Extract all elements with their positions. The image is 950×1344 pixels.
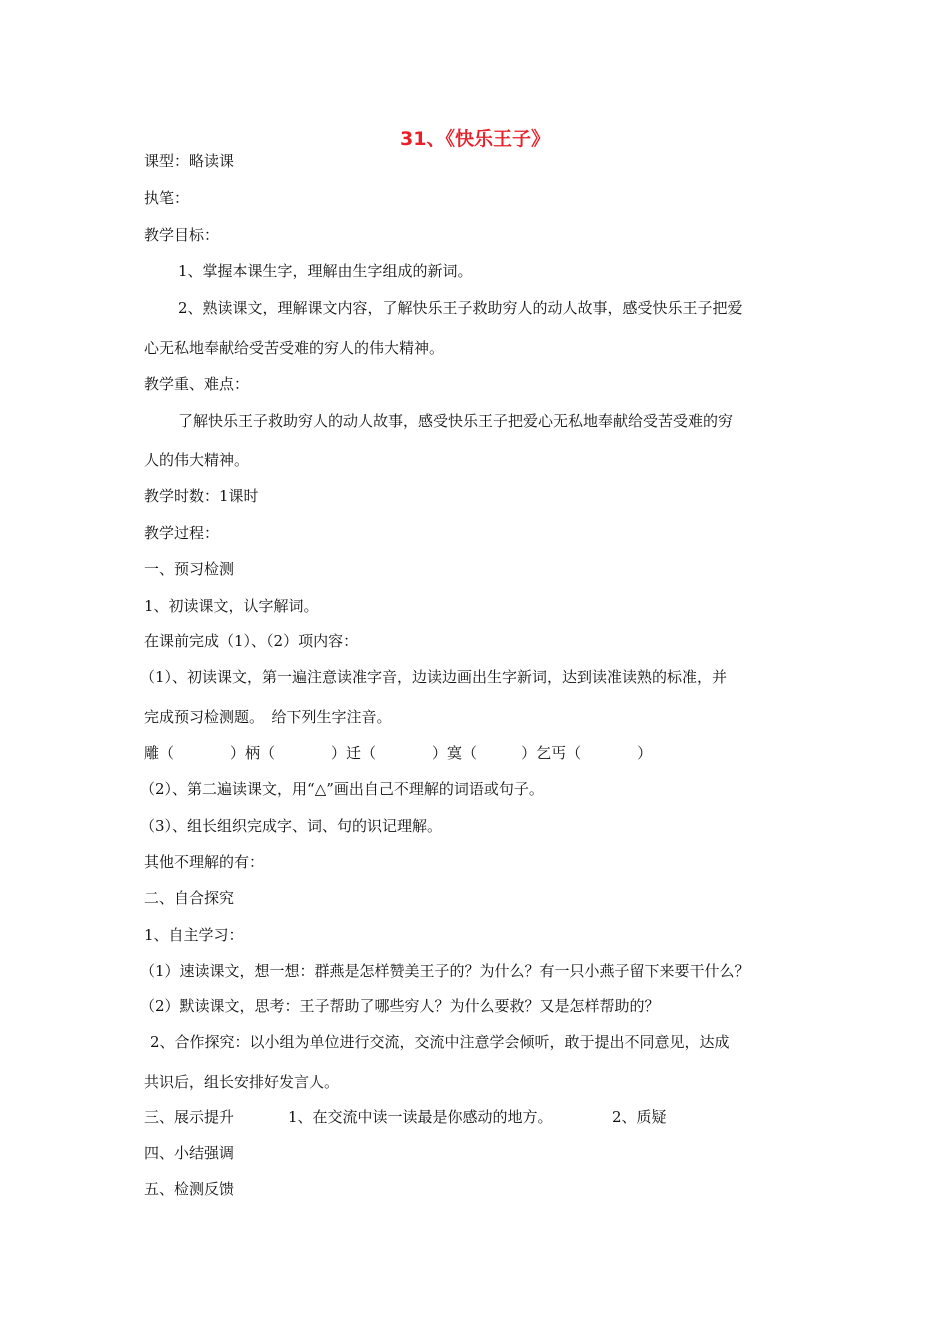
section-2-item2-line2: 共识后，组长安排好发言人。 [144, 1073, 340, 1091]
process-heading: 教学过程： [144, 524, 220, 542]
author-line: 执笔： [144, 189, 190, 207]
goal-1: 1、掌握本课生字，理解由生字组成的新词。 [178, 262, 473, 280]
section-1-item1-line1: （1）、初读课文，第一遍注意读准字音，边读边画出生字新词，达到读准读熟的标准，并 [140, 668, 728, 686]
pinyin-exercise [144, 744, 652, 762]
section-3-point-2: 2、质疑 [612, 1108, 667, 1126]
section-1-heading: 一、预习检测 [144, 560, 235, 578]
section-1-item3: （3）、组长组织完成字、词、句的识记理解。 [140, 817, 443, 835]
key-points-heading: 教学重、难点： [144, 375, 250, 393]
goal-2-line2: 心无私地奉献给受苦受难的穷人的伟大精神。 [144, 339, 445, 357]
section-1-item1-line2: 完成预习检测题。 给下列生字注音。 [144, 708, 392, 726]
goal-2-line1: 2、熟读课文，理解课文内容，了解快乐王子救助穷人的动人故事，感受快乐王子把爱 [178, 299, 743, 317]
class-hours: 教学时数：1课时 [144, 487, 259, 505]
section-2-heading: 二、自合探究 [144, 889, 235, 907]
document-title: 31、《快乐王子》 [400, 128, 550, 150]
lesson-type: 课型：略读课 [144, 152, 235, 170]
key-points-line2: 人的伟大精神。 [144, 451, 250, 469]
section-1-item-1: 1、初读课文，认字解词。 [144, 597, 319, 615]
section-2-question-2: （2）默读课文，思考：王子帮助了哪些穷人？为什么要救？又是怎样帮助的？ [140, 997, 660, 1015]
section-5-heading: 五、检测反馈 [144, 1180, 235, 1198]
section-4-heading: 四、小结强调 [144, 1144, 235, 1162]
pinyin-char-3: ）迁（ [331, 744, 377, 762]
key-points-line1: 了解快乐王子救助穷人的动人故事，感受快乐王子把爱心无私地奉献给受苦受难的穷 [178, 412, 734, 430]
section-3-point-1: 1、在交流中读一读最是你感动的地方。 [288, 1108, 553, 1126]
section-2-item-1: 1、自主学习： [144, 926, 244, 944]
section-3-heading: 三、展示提升 [144, 1108, 235, 1126]
pinyin-char-2: ）柄（ [230, 744, 276, 762]
section-1-pre: 在课前完成（1）、（2）项内容： [144, 632, 359, 650]
pinyin-char-4: ）寞（ [432, 744, 478, 762]
pinyin-char-1: 雕（ [144, 744, 175, 762]
pinyin-char-6: ） [637, 744, 653, 762]
section-2-question-1: （1）速读课文，想一想：群燕是怎样赞美王子的？为什么？有一只小燕子留下来要干什么？ [140, 962, 750, 980]
goals-heading: 教学目标： [144, 226, 220, 244]
section-2-item2-line1: 2、合作探究：以小组为单位进行交流，交流中注意学会倾听，敢于提出不同意见，达成 [150, 1033, 730, 1051]
section-1-item2: （2）、第二遍读课文，用“△”画出自己不理解的词语或句子。 [140, 780, 544, 798]
pinyin-char-5: ）乞丐（ [521, 744, 582, 762]
section-1-other: 其他不理解的有： [144, 853, 265, 871]
